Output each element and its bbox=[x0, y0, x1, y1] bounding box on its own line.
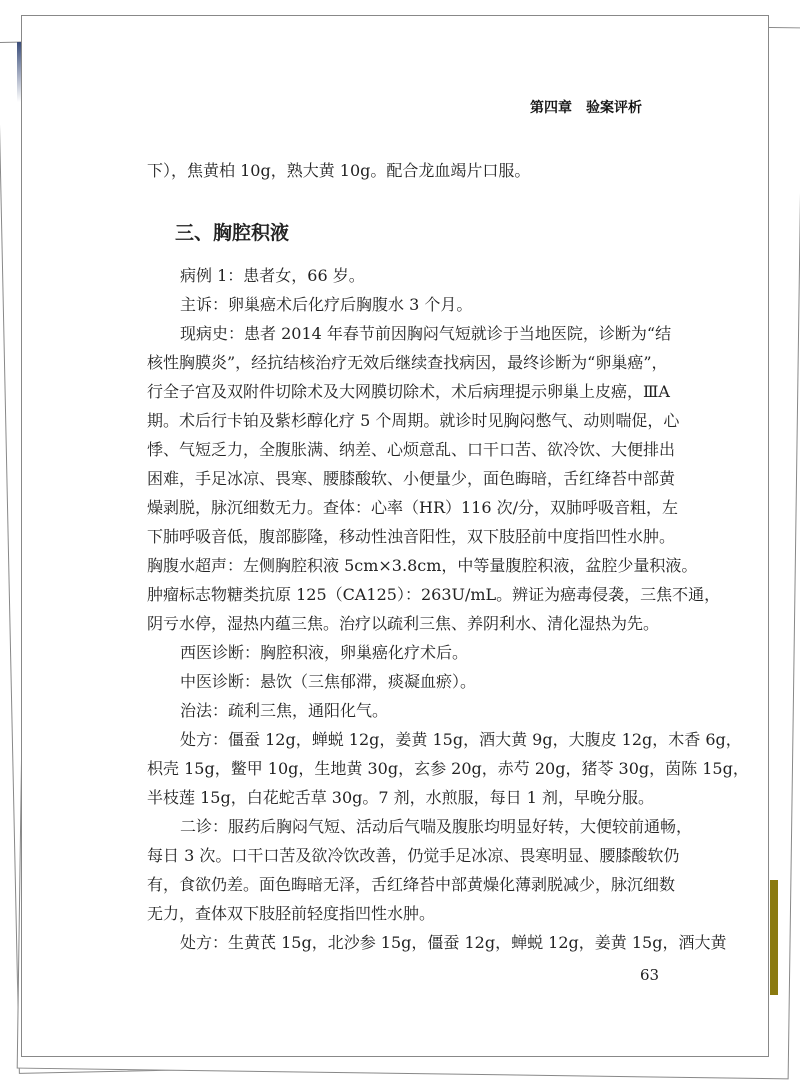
text-line: 燥剥脱，脉沉细数无力。查体：心率（HR）116 次/分，双肺呼吸音粗，左 bbox=[147, 498, 679, 517]
text-line: 半枝莲 15g，白花蛇舌草 30g。7 剂，水煎服，每日 1 剂，早晚分服。 bbox=[147, 788, 654, 807]
paragraphs bbox=[147, 261, 749, 957]
text-line: 每日 3 次。口干口苦及欲冷饮改善，仍觉手足冰凉、畏寒明显、腰膝酸软仍 bbox=[147, 846, 680, 865]
text-line: 困难，手足冰凉、畏寒、腰膝酸软、小便量少，面色晦暗，舌红绛苔中部黄 bbox=[147, 469, 676, 488]
section-heading: 三、胸腔积液 bbox=[175, 222, 290, 244]
text-line: 有，食欲仍差。面色晦暗无泽，舌红绛苔中部黄燥化薄剥脱减少，脉沉细数 bbox=[147, 875, 676, 894]
text-line: 行全子宫及双附件切除术及大网膜切除术，术后病理提示卵巢上皮癌，ⅢA bbox=[147, 382, 670, 401]
text-line: 现病史：患者 2014 年春节前因胸闷气短就诊于当地医院，诊断为“结 bbox=[180, 324, 672, 343]
text-line: 处方：生黄芪 15g，北沙参 15g，僵蚕 12g，蝉蜕 12g，姜黄 15g，酒大黄 bbox=[180, 933, 727, 952]
page-number: 63 bbox=[640, 966, 660, 984]
text-line: 西医诊断：胸腔积液，卵巢癌化疗术后。 bbox=[180, 643, 469, 662]
text-line: 枳壳 15g，鳖甲 10g，生地黄 30g，玄参 20g，赤芍 20g，猪苓 30g，茵陈 15g， bbox=[147, 759, 749, 778]
text-line: 无力，查体双下肢胫前轻度指凹性水肿。 bbox=[147, 904, 436, 923]
text-line: 处方：僵蚕 12g，蝉蜕 12g，姜黄 15g，酒大黄 9g，大腹皮 12g，木香 6g， bbox=[180, 730, 742, 749]
text-line: 胸腹水超声：左侧胸腔积液 5cm×3.8cm，中等量腹腔积液，盆腔少量积液。 bbox=[147, 556, 698, 575]
text-line: 中医诊断：悬饮（三焦郁滞，痰凝血瘀）。 bbox=[180, 672, 477, 691]
text-line: 病例 1：患者女，66 岁。 bbox=[180, 266, 365, 285]
text-line: 核性胸膜炎”，经抗结核治疗无效后继续查找病因，最终诊断为“卵巢癌”， bbox=[147, 353, 668, 372]
page-body bbox=[147, 156, 749, 957]
text-line: 治法：疏利三焦，通阳化气。 bbox=[180, 701, 389, 720]
text-line: 悸、气短乏力，全腹胀满、纳差、心烦意乱、口干口苦、欲冷饮、大便排出 bbox=[147, 440, 676, 459]
book-edge bbox=[770, 880, 778, 995]
running-header: 第四章 验案评析 bbox=[530, 100, 642, 116]
text-line: 下肺呼吸音低，腹部膨隆，移动性浊音阳性，双下肢胫前中度指凹性水肿。 bbox=[147, 527, 676, 546]
text-line: 肿瘤标志物糖类抗原 125（CA125）：263U/mL。辨证为癌毒侵袭，三焦不通， bbox=[147, 585, 721, 604]
text-line: 阴亏水停，湿热内蕴三焦。治疗以疏利三焦、养阴利水、清化湿热为先。 bbox=[147, 614, 660, 633]
text-line: 期。术后行卡铂及紫杉醇化疗 5 个周期。就诊时见胸闷憋气、动则喘促，心 bbox=[147, 411, 680, 430]
text-line: 下），焦黄柏 10g，熟大黄 10g。配合龙血竭片口服。 bbox=[147, 161, 531, 180]
text-line: 主诉：卵巢癌术后化疗后胸腹水 3 个月。 bbox=[180, 295, 473, 314]
text-line: 二诊：服药后胸闷气短、活动后气喘及腹胀均明显好转，大便较前通畅， bbox=[180, 817, 693, 836]
